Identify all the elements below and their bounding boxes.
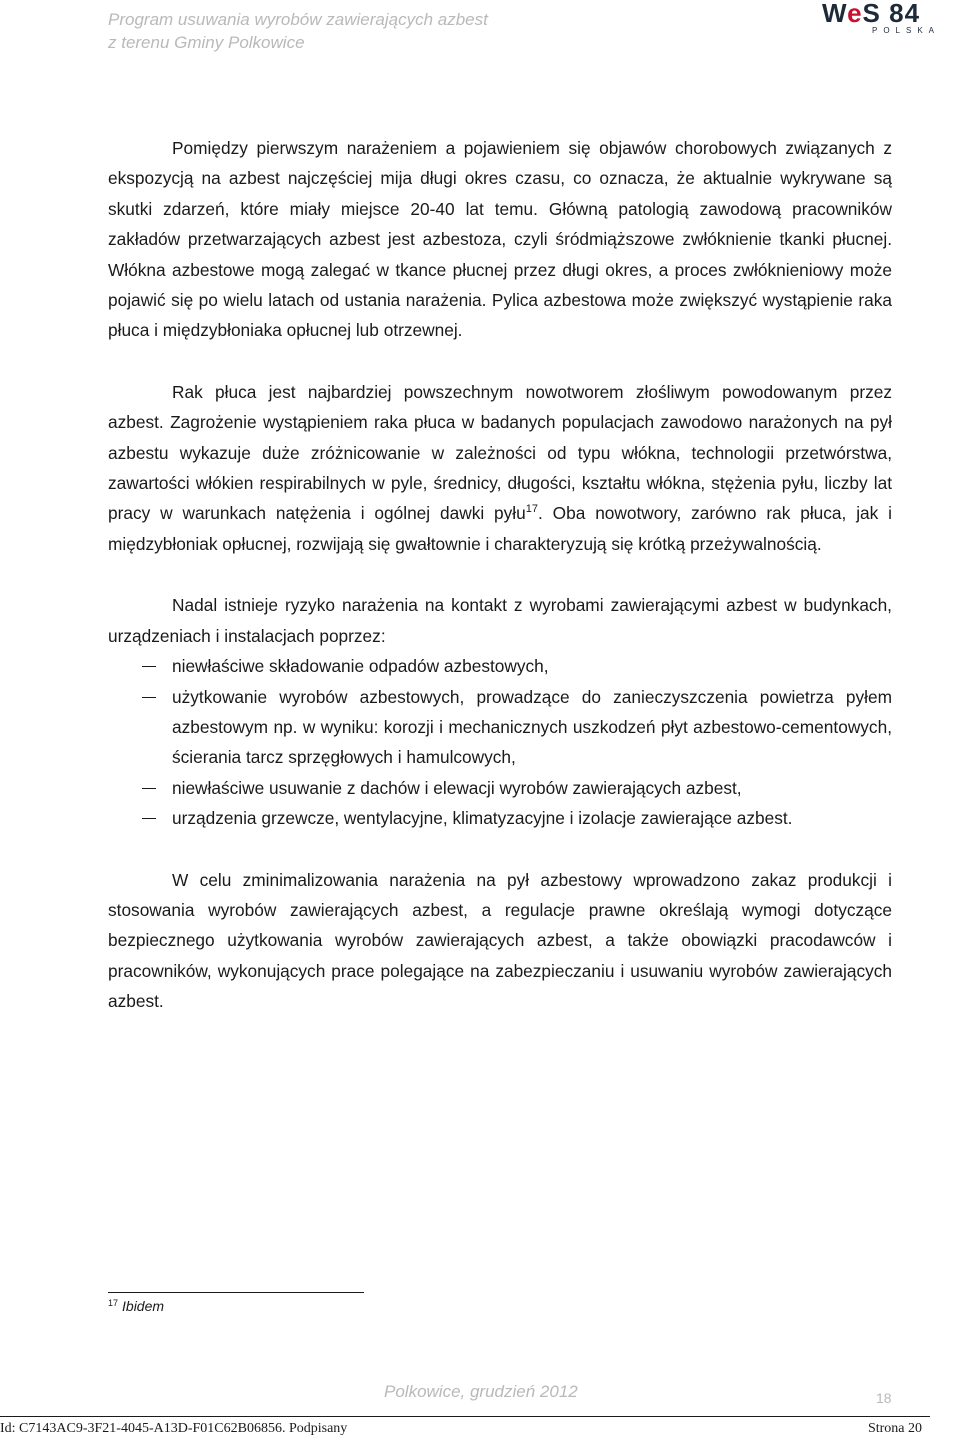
footer-page-number: 18 [876,1390,892,1406]
dash-bullet [142,666,156,667]
list-item: niewłaściwe składowanie odpadów azbestowych, [108,651,892,681]
list-item: urządzenia grzewcze, wentylacyjne, klimatyzacyjne i izolacje zawierające azbest. [108,803,892,833]
footer-divider [0,1416,930,1417]
logo-wordmark: WeS 84 [822,0,921,28]
footer-strona: Strona 20 [867,1421,922,1436]
dash-bullet [142,788,156,789]
document-body [108,133,892,1048]
footnote-text: Ibidem [122,1298,165,1314]
paragraph-2: Rak płuca jest najbardziej powszechnym nowotworem złośliwym powodowanym przez azbest. Zagrożenie wystąpieniem raka płuca w badanych populacjach zawodowo narażonych na pył azbestu wykazuje duże zróżnicowanie w zależności od typu włókna, technologii przetwórstwa, zawartości włókien respirabilnych w pyle, średnicy, długości, kształtu włókna, stężenia pyłu, liczby lat pracy w warunkach natężenia i ogólnej dawki pyłu$^{17}$. Oba nowotwory, zarówno rak płuca, jak i międzybłoniak opłucnej, rozwijają się gwałtownie i charakteryzują się krótką przeżywalnością. [108,381,892,554]
footer-place-date: Polkowice, grudzień 2012 [384,1382,578,1401]
paragraph-3: Nadal istnieje ryzyko narażenia na kontakt z wyrobami zawierającymi azbest w budynkach, urządzeniach i instalacjach poprzez: [108,595,892,646]
header-title-line2: z terenu Gminy Polkowice [108,33,305,52]
header-title [108,8,488,54]
footnote [108,1298,164,1314]
exposure-list [108,651,892,833]
footnote-divider [108,1292,364,1293]
paragraph-4: W celu zminimalizowania narażenia na pył azbestowy wprowadzono zakaz produkcji i stosowania wyrobów zawierających azbest, a regulacje prawne określają wymogi dotyczące bezpiecznego użytkowania wyrobów zawierających azbest, a także obowiązki pracodawców i pracowników, wykonujących prace polegające na zabezpieczaniu i usuwaniu wyrobów zawierających azbest. [108,869,892,1012]
dash-bullet [142,697,156,698]
list-item: niewłaściwe usuwanie z dachów i elewacji wyrobów zawierających azbest, [108,773,892,803]
footer-document-id: Id: C7143AC9-3F21-4045-A13D-F01C62B06856. Podpisany [0,1421,348,1436]
logo-subtitle: POLSKA [872,26,941,35]
dash-bullet [142,818,156,819]
page-header [0,0,960,60]
footnote-number: 17 [108,1298,119,1308]
header-title-line1: Program usuwania wyrobów zawierających azbest [108,10,488,29]
footnote-reference: 17 [525,503,538,516]
wes84-logo [822,0,942,34]
list-item: użytkowanie wyrobów azbestowych, prowadzące do zanieczyszczenia powietrza pyłem azbestowym np. w wyniku: korozji i mechanicznych uszkodzeń płyt azbestowo-cementowych, ścierania tarcz sprzęgłowych i hamulcowych, [108,682,892,773]
paragraph-1: Pomiędzy pierwszym narażeniem a pojawieniem się objawów chorobowych związanych z ekspozycją na azbest najczęściej mija długi okres czasu, co oznacza, że aktualnie wykrywane są skutki zdarzeń, które miały miejsce 20-40 lat temu. Główną patologią zawodową pracowników zakładów przetwarzających azbest jest azbestoza, czyli śródmiąższowe zwłóknienie tkanki płucnej. Włókna azbestowe mogą zalegać w tkance płucnej przez długi okres, a proces zwłóknieniowy może pojawić się po wielu latach od ustania narażenia. Pylica azbestowa może zwiększyć wystąpienie raka płuca i międzybłoniaka opłucnej lub otrzewnej. [108,138,892,341]
